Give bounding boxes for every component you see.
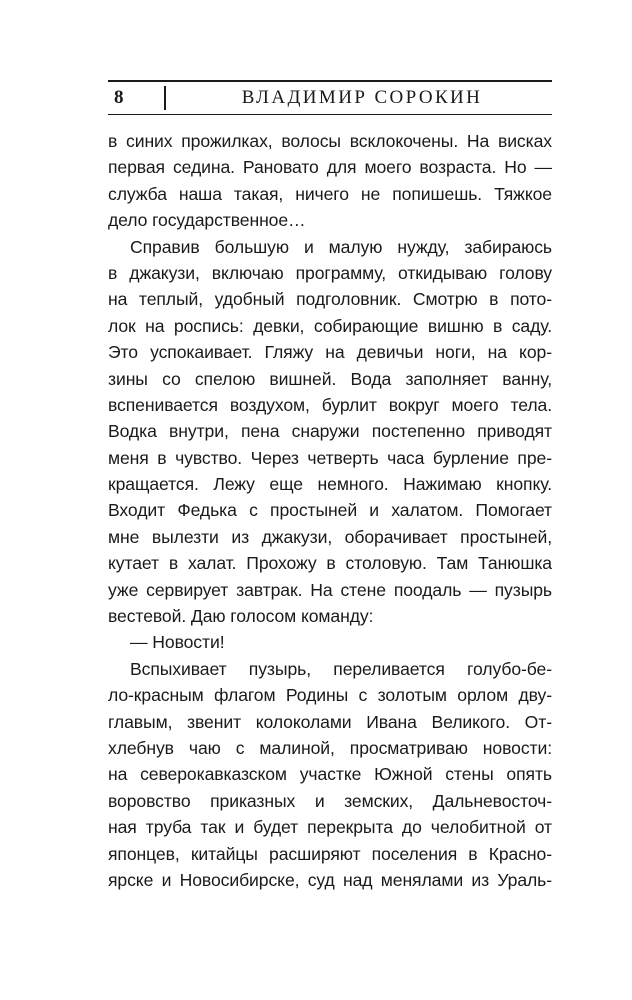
text-line: уже сервирует завтрак. На стене поодаль — пузырь: [108, 579, 552, 600]
text-line: на теплый, удобный подголовник. Смотрю в пото-: [108, 289, 552, 310]
text-line: Вспыхивает пузырь, переливается голубо-бе-: [130, 658, 552, 679]
text-line: лок на роспись: девки, собирающие вишню в саду.: [108, 315, 552, 336]
text-line: японцев, китайцы расширяют поселения в Красно-: [108, 843, 552, 864]
paragraph: [108, 656, 552, 894]
text-line: Входит Федька с простыней и халатом. Помогает: [108, 500, 552, 521]
text-line: служба наша такая, ничего не попишешь. Тяжкое: [108, 183, 552, 204]
text-line: меня в чувство. Через четверть часа бурление пре-: [108, 447, 552, 468]
page-header: [108, 80, 552, 115]
text-line: зины со спелою вишней. Вода заполняет ванну,: [108, 368, 552, 389]
text-line: первая седина. Рановато для моего возраста. Но —: [108, 157, 552, 178]
text-line: хлебнув чаю с малиной, просматриваю новости:: [108, 737, 552, 758]
text-line: — Новости!: [130, 632, 225, 653]
text-line: на северокавказском участке Южной стены опять: [108, 764, 552, 785]
text-line: воровство приказных и земских, Дальневосточ-: [108, 790, 552, 811]
paragraph: [108, 128, 552, 234]
text-line: Справив большую и малую нужду, забираюсь: [130, 236, 552, 257]
text-line: в синих прожилках, волосы всклокочены. На висках: [108, 131, 552, 151]
text-line: вспенивается воздухом, бурлит вокруг моего тела.: [108, 394, 552, 415]
page-number: 8: [114, 87, 124, 108]
body-text: [108, 128, 552, 893]
text-line: кутает в халат. Прохожу в столовую. Там Танюшка: [108, 553, 552, 574]
text-line: Водка внутри, пена снаружи постепенно приводят: [108, 421, 552, 442]
text-line: кращается. Лежу еще немного. Нажимаю кнопку.: [108, 474, 552, 495]
text-line: в джакузи, включаю программу, откидываю голову: [108, 262, 552, 283]
paragraph: [108, 234, 552, 630]
text-line: ло-красным флагом Родины с золотым орлом дву-: [108, 685, 552, 706]
text-line: дело государственное…: [108, 210, 306, 231]
text-line: ная труба так и будет перекрыта до челобитной от: [108, 817, 552, 838]
header-separator: [164, 86, 166, 110]
text-line: Это успокаивает. Гляжу на девичьи ноги, на кор-: [108, 342, 552, 363]
running-head-author: ВЛАДИМИР СОРОКИН: [241, 87, 483, 108]
paragraph: [108, 629, 552, 655]
text-line: ярске и Новосибирске, суд над менялами из Ураль-: [108, 869, 552, 890]
text-line: главым, звенит колоколами Ивана Великого. От-: [108, 711, 552, 732]
text-line: мне вылезти из джакузи, оборачивает простыней,: [108, 526, 552, 547]
text-line: вестевой. Даю голосом команду:: [108, 606, 374, 627]
